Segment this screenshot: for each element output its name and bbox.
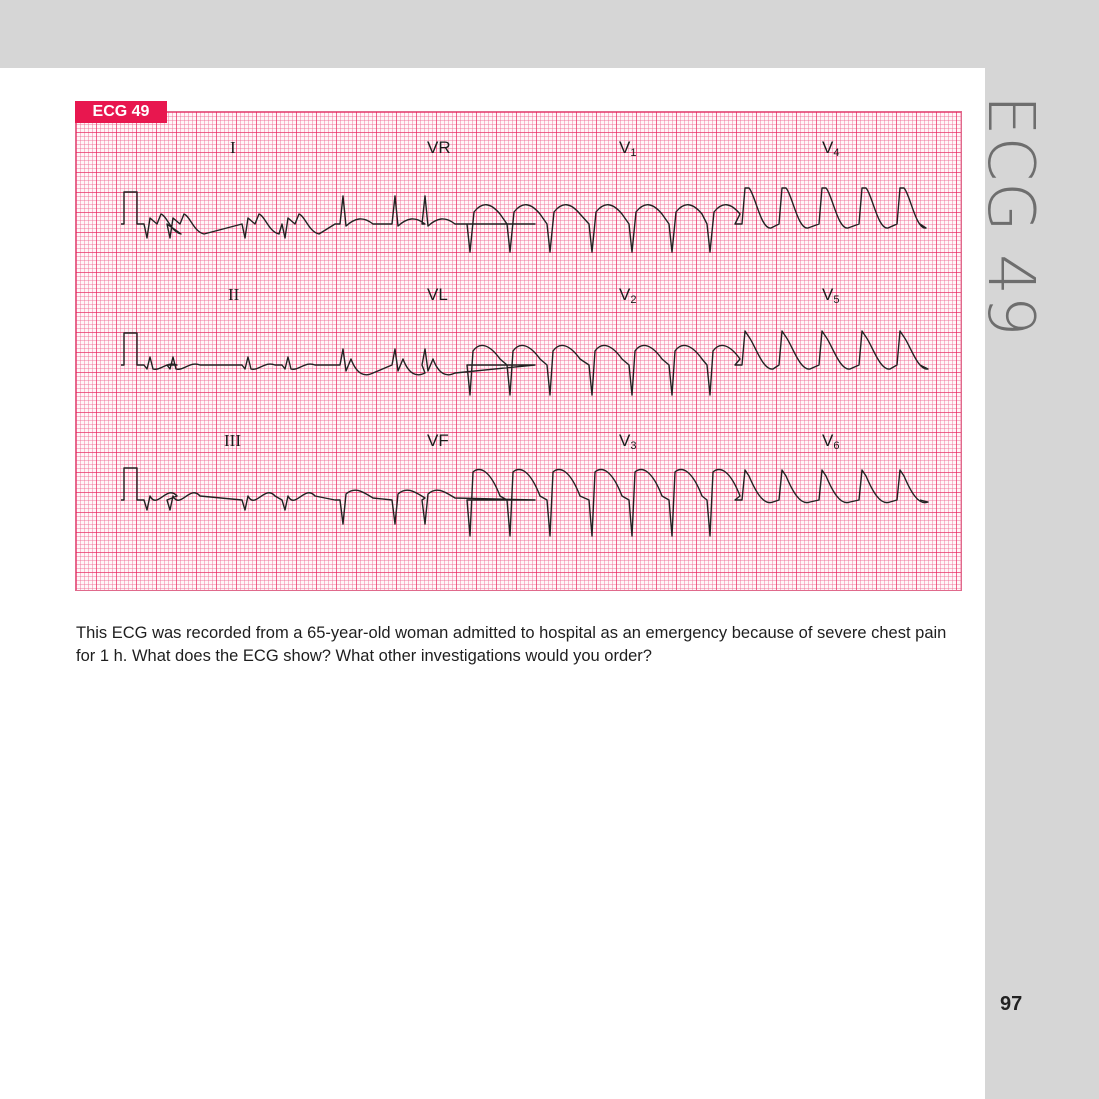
lead-label-v4: $V_4$ bbox=[822, 138, 840, 159]
ecg-title-tag: ECG 49 bbox=[75, 101, 167, 123]
ecg-trace-row-2 bbox=[121, 331, 928, 395]
lead-label-vf: VF bbox=[427, 431, 449, 450]
lead-label-v6: $V_6$ bbox=[822, 431, 840, 452]
question-caption: This ECG was recorded from a 65-year-old woman admitted to hospital as an emergency because of severe chest pain for 1 h. What does the ECG show? What other investigations would you order? bbox=[76, 624, 947, 665]
lead-label-iii: III bbox=[224, 431, 241, 450]
lead-label-vl: VL bbox=[427, 285, 448, 304]
lead-label-v1: $V_1$ bbox=[619, 138, 637, 159]
lead-label-i: I bbox=[230, 138, 236, 157]
page-number: 97 bbox=[1000, 993, 1023, 1015]
ecg-trace-row-3 bbox=[121, 468, 928, 536]
lead-label-v2: $V_2$ bbox=[619, 285, 637, 306]
lead-label-v3: $V_3$ bbox=[619, 431, 637, 452]
lead-label-vr: VR bbox=[427, 138, 451, 157]
ecg-trace-row-1 bbox=[121, 188, 926, 252]
lead-label-ii: II bbox=[228, 285, 240, 304]
side-chapter-title: ECG 49 bbox=[973, 95, 1047, 338]
lead-label-v5: $V_5$ bbox=[822, 285, 840, 306]
